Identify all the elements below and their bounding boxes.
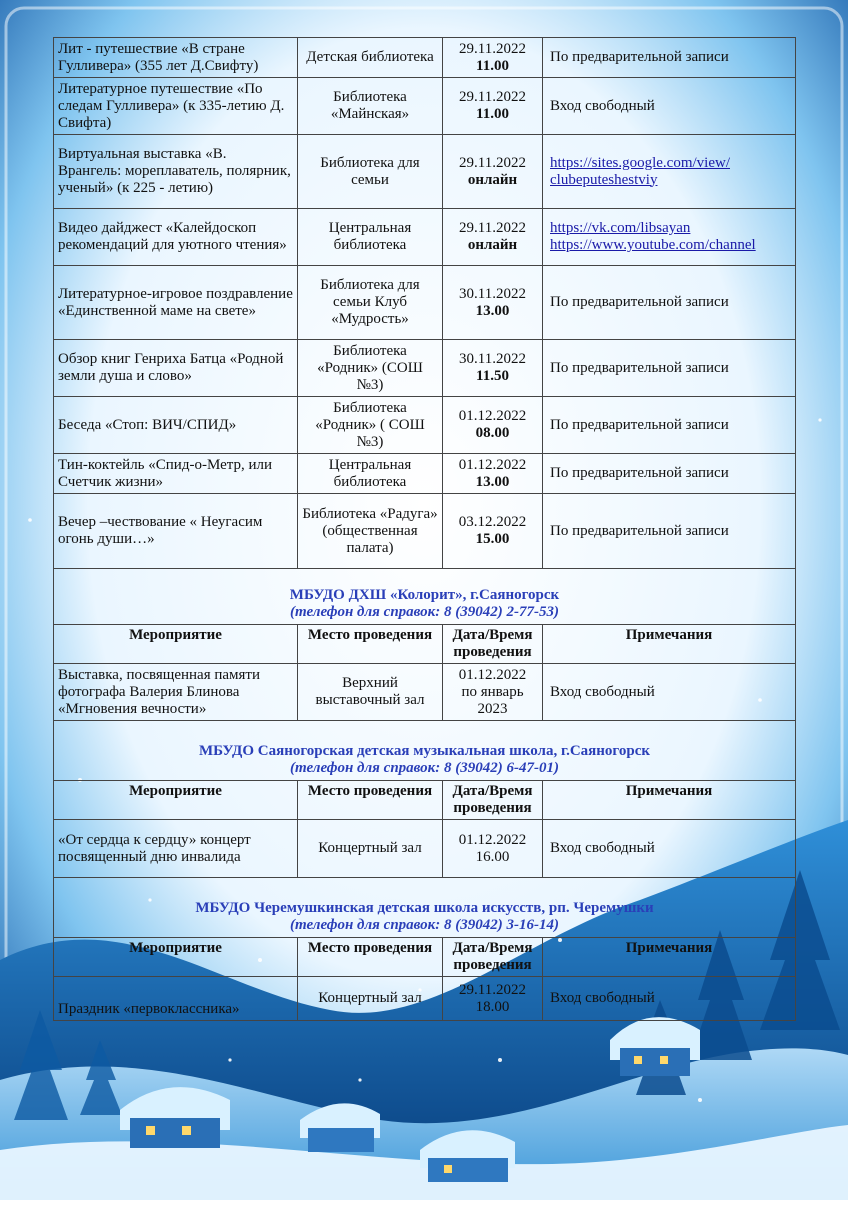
place-cell: Детская библиотека [298,38,443,78]
event-cell: Выставка, посвященная памяти фотографа Валерия Блинова «Мгновения вечности» [54,664,298,721]
event-cell: Литературное-игровое поздравление «Единственной маме на свете» [54,266,298,340]
event-cell: Лит - путешествие «В стране Гулливера» (355 лет Д.Свифту) [54,38,298,78]
table-row [54,494,796,569]
link-line[interactable]: clubeputeshestviy [550,171,658,188]
event-cell: Литературное путешествие «По следам Гулливера» (к 335-летию Д. Свифта) [54,78,298,135]
section-title: МБУДО Саяногорская детская музыкальная школа, г.Саяногорск [198,743,651,759]
section-heading [54,878,796,938]
header-event: Мероприятие [54,781,298,820]
section-phone: (телефон для справок: 8 (39042) 3-16-14) [290,917,559,933]
section-phone: (телефон для справок: 8 (39042) 6-47-01) [290,760,559,776]
note-cell: Вход свободный [543,78,796,135]
place-cell: Концертный зал [298,820,443,878]
date-text: 01.12.2022 [458,831,527,848]
header-place: Место проведения [298,781,443,820]
header-note: Примечания [543,781,796,820]
time-text: онлайн [467,237,518,253]
header-date: Дата/Время проведения [443,781,543,820]
time-text: 13.00 [475,473,510,490]
section-title: МБУДО Черемушкинская детская школа искусств, рп. Черемушки [195,900,654,916]
time-text: онлайн [467,171,518,188]
place-cell: Библиотека «Радуга» (общественная палата) [298,494,443,569]
header-place: Место проведения [298,625,443,664]
table-header-row [54,781,796,820]
time-text: 13.00 [475,302,510,319]
event-cell: Беседа «Стоп: ВИЧ/СПИД» [54,397,298,454]
place-cell: Центральная библиотека [298,454,443,494]
place-cell: Библиотека для семьи [298,135,443,209]
link-line[interactable]: https://sites.google.com/view/ [550,154,730,171]
header-note: Примечания [543,625,796,664]
time-text: 08.00 [475,425,510,441]
note-cell: По предварительной записи [543,397,796,454]
link-sites-google[interactable] [550,155,791,189]
link-line[interactable]: https://www.youtube.com/channel [550,237,756,253]
date-cell [443,209,543,266]
section-heading [54,569,796,625]
date-cell [443,454,543,494]
event-cell: Праздник «первоклассника» [54,977,298,1021]
table-row [54,397,796,454]
note-cell: Вход свободный [543,977,796,1021]
place-cell: Библиотека для семьи Клуб «Мудрость» [298,266,443,340]
header-place: Место проведения [298,938,443,977]
table-row [54,664,796,721]
section-phone: (телефон для справок: 8 (39042) 2-77-53) [290,604,559,620]
date-text: 29.11.2022 [459,89,526,105]
date-text: 29.11.2022 [459,40,526,57]
table-row [54,977,796,1021]
time-text: 16.00 [475,848,510,865]
place-cell: Библиотека «Майнская» [298,78,443,135]
table-row [54,340,796,397]
time-text: 18.00 [475,998,510,1015]
note-cell: По предварительной записи [543,340,796,397]
date-cell [443,397,543,454]
note-cell: По предварительной записи [543,38,796,78]
date-cell [443,78,543,135]
section-heading [54,721,796,781]
section-title: МБУДО ДХШ «Колорит», г.Саяногорск [289,587,560,603]
header-note: Примечания [543,938,796,977]
date-cell [443,494,543,569]
note-cell [543,209,796,266]
note-cell: Вход свободный [543,820,796,878]
table-row [54,820,796,878]
time-text: 15.00 [475,531,510,547]
event-cell: Вечер –чествование « Неугасим огонь души…» [54,494,298,569]
date-text: 01.12.2022 [458,666,527,683]
date-cell [443,266,543,340]
date-text: 03.12.2022 [458,514,527,530]
table-header-row [54,938,796,977]
table-row [54,38,796,78]
date-cell [443,340,543,397]
table-row [54,454,796,494]
note-cell: По предварительной записи [543,454,796,494]
link-line[interactable]: https://vk.com/libsayan [550,220,691,236]
time-text: 11.00 [476,57,509,74]
link-youtube[interactable] [550,237,791,254]
event-cell: «От сердца к сердцу» концерт посвященный дню инвалида [54,820,298,878]
place-cell: Верхний выставочный зал [298,664,443,721]
place-cell: Концертный зал [298,977,443,1021]
date-cell [443,38,543,78]
time-text: 11.00 [476,106,509,122]
date-text: 01.12.2022 [458,456,527,473]
table-header-row [54,625,796,664]
link-vk[interactable] [550,220,791,237]
date-text: 29.11.2022 [459,981,526,998]
note-cell: По предварительной записи [543,494,796,569]
event-cell: Тин-коктейль «Спид-о-Метр, или Счетчик жизни» [54,454,298,494]
table-row [54,135,796,209]
event-cell: Обзор книг Генриха Батца «Родной земли душа и слово» [54,340,298,397]
time-text: 11.50 [476,368,509,384]
header-date: Дата/Время проведения [443,625,543,664]
note-cell [543,135,796,209]
note-cell: По предварительной записи [543,266,796,340]
date-text: 29.11.2022 [459,220,526,236]
date-text: 29.11.2022 [459,154,526,171]
time-text: по январь 2023 [461,683,524,717]
note-cell: Вход свободный [543,664,796,721]
date-text: 01.12.2022 [458,408,527,424]
place-cell: Центральная библиотека [298,209,443,266]
date-cell [443,135,543,209]
date-cell [443,664,543,721]
table-row [54,266,796,340]
place-cell: Библиотека «Родник» ( СОШ №3) [298,397,443,454]
date-cell [443,820,543,878]
header-event: Мероприятие [54,938,298,977]
events-sheet [53,37,795,1021]
table-row [54,209,796,266]
place-cell: Библиотека «Родник» (СОШ №3) [298,340,443,397]
date-text: 30.11.2022 [459,285,526,302]
header-event: Мероприятие [54,625,298,664]
header-date: Дата/Время проведения [443,938,543,977]
event-cell: Виртуальная выставка «В. Врангель: мореплаватель, полярник, ученый» (к 225 - летию) [54,135,298,209]
date-cell [443,977,543,1021]
events-table [53,37,796,1021]
date-text: 30.11.2022 [459,351,526,367]
event-cell: Видео дайджест «Калейдоскоп рекомендаций для уютного чтения» [54,209,298,266]
table-row [54,78,796,135]
